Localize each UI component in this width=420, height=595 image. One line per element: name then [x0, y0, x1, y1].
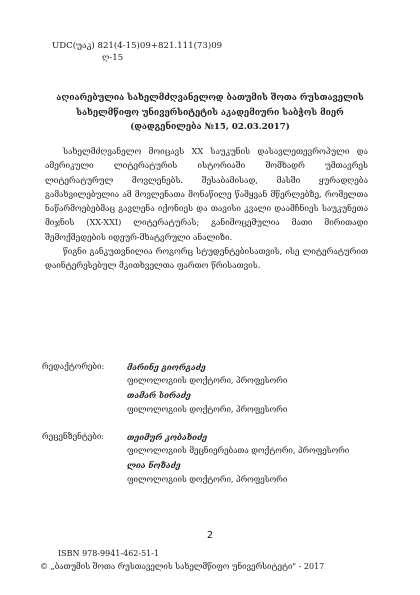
editor-name: თამარ სირაძე	[127, 390, 191, 401]
book-abstract	[45, 144, 368, 273]
page-number: 2	[206, 530, 214, 541]
udc-block	[52, 40, 222, 64]
copyright-notice: © „ბათუმის შოთა რუსთაველის სახელმწიფო უნივერსიტეტი" - 2017	[40, 562, 325, 571]
udc-author-mark: ღ-15	[102, 53, 124, 63]
editor-name: მარინე გიორგაძე	[127, 362, 206, 372]
approval-line-2: სახელმწიფო უნივერსიტეტის აკადემიური საბჭოს მიერ	[76, 107, 344, 118]
isbn: ISBN 978-9941-462-51-1	[58, 549, 160, 558]
editor-degree: ფილოლოგიის დოქტორი, პროფესორი	[127, 376, 288, 386]
reviewers-label: რეცენზენტები:	[42, 432, 104, 441]
editors-label: რედაქტორები:	[42, 362, 105, 371]
reviewer-name: ლია ნოზაძე	[127, 460, 181, 471]
approval-statement	[40, 91, 380, 135]
approval-line-1: აღიარებულია სახელმძღვანელოდ ბათუმის შოთა რუსთაველის	[56, 93, 364, 103]
reviewer-name: თეიმურ კობახიძე	[127, 432, 208, 442]
udc-code: UDC(უაკ) 821(4-15)09+821.111(73)09	[52, 41, 223, 51]
reviewer-degree: ფილოლოგიის დოქტორი, პროფესორი	[127, 474, 288, 484]
editor-degree: ფილოლოგიის დოქტორი, პროფესორი	[127, 404, 288, 414]
reviewer-degree: ფილოლოგიის მეცნიერებათა დოქტორი, პროფესორი	[127, 446, 350, 456]
abstract-paragraph-1: სახელმძღვანელო მოიცავს XX საუკუნის დასავლეთევროპული და ამერიკული ლიტერატურის ისტორიაში შომხადრ უმთავრეს ლიტერატურულ მოვლენებს. შესაბამისად, მასში ყურადღება გამახვილებულია ამ მოვლენათა მონაწილე წამყვან მწერლებზე, რომელთა ნაწარმოებებმაც გავლენა იქონიეს და თავისი კვალი დაამჩნიეს საუკუნეთა მიჯნის (XX-XXI) ლიტერატურას; განიმოცემულია მათი მირითადი შემოქმედების იდეურ-მხატვრული ანალიზი.	[45, 146, 368, 242]
abstract-paragraph-2: წიგნი განკუთვნილია როგორც სტუდენტებისათვის, ისე ლიტერატურით დაინტერესებულ მკითხველთა ფართო წრისათვის.	[45, 246, 368, 271]
approval-line-3: (დადგენილება №15, 02.03.2017)	[130, 122, 290, 132]
